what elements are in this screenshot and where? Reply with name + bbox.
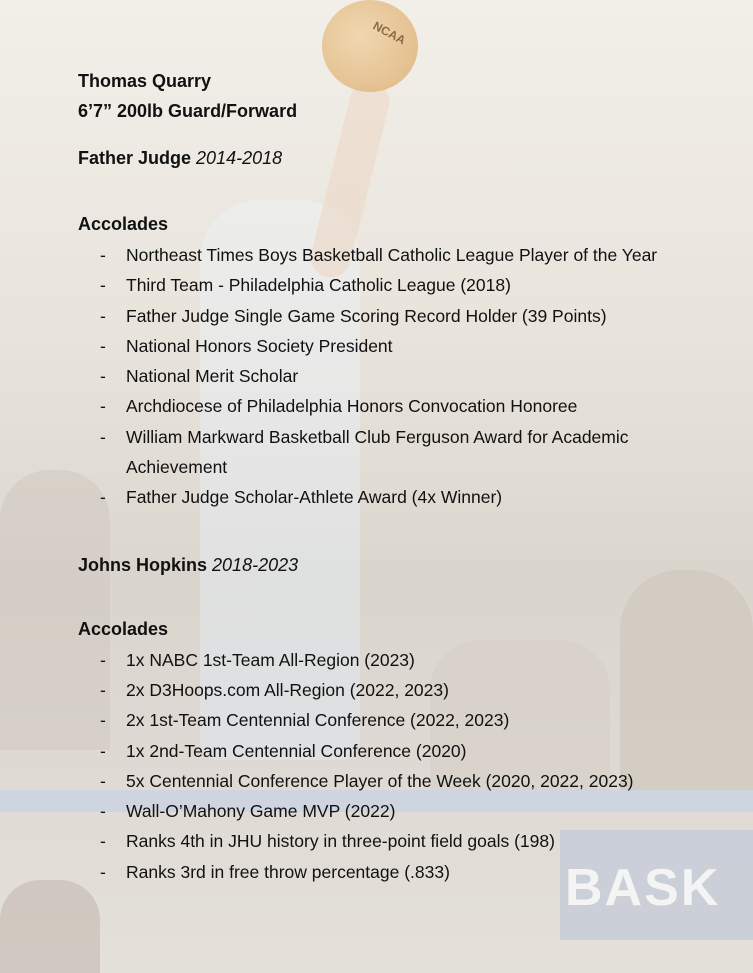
player-name: Thomas Quarry	[78, 71, 212, 91]
bullet-dash: -	[100, 801, 106, 822]
accolades-list	[78, 240, 718, 513]
list-item	[78, 705, 718, 735]
bullet-dash: -	[100, 831, 106, 852]
list-item	[78, 270, 718, 300]
accolade-text: 2x D3Hoops.com All-Region (2022, 2023)	[126, 679, 449, 700]
accolade-text: National Merit Scholar	[126, 366, 299, 387]
accolade-text: Northeast Times Boys Basketball Catholic League Player of the Year	[126, 245, 658, 265]
accolade-text: 2x 1st-Team Centennial Conference (2022, 2023)	[126, 710, 510, 731]
list-item	[78, 826, 718, 856]
accolade-text: Father Judge Scholar-Athlete Award (4x Winner)	[126, 487, 503, 508]
bullet-dash: -	[100, 245, 106, 265]
list-item	[78, 240, 718, 270]
list-item	[78, 301, 718, 331]
school-years: 2018-2023	[212, 554, 299, 575]
list-item	[78, 736, 718, 766]
opponent-jersey	[0, 880, 100, 973]
list-item	[78, 675, 718, 705]
school-heading	[78, 146, 718, 170]
banner-text: BASK	[565, 859, 721, 917]
accolade-text: Ranks 4th in JHU history in three-point field goals (198)	[126, 831, 555, 852]
accolade-text: William Markward Basketball Club Ferguson Award for Academic Achievement	[126, 426, 629, 478]
list-item	[78, 391, 718, 421]
bullet-dash: -	[100, 396, 106, 417]
accolades-heading: Accolades	[78, 214, 169, 234]
bullet-dash: -	[100, 861, 106, 882]
accolade-text: Wall-O’Mahony Game MVP (2022)	[126, 801, 396, 822]
bullet-dash: -	[100, 275, 106, 296]
school-years: 2014-2018	[196, 148, 283, 168]
accolade-text: National Honors Society President	[126, 335, 393, 356]
bullet-dash: -	[100, 710, 106, 731]
accolades-list	[78, 645, 718, 887]
bullet-dash: -	[100, 679, 106, 700]
accolade-text: Father Judge Single Game Scoring Record Holder (39 Points)	[126, 305, 607, 326]
list-item	[78, 766, 718, 796]
ball-logo-text: NCAA	[370, 18, 408, 48]
bullet-dash: -	[100, 335, 106, 356]
school-name: Johns Hopkins	[78, 554, 208, 575]
school-name: Father Judge	[78, 148, 192, 168]
list-item	[78, 331, 718, 361]
bullet-dash: -	[100, 366, 106, 387]
bullet-dash: -	[100, 487, 106, 508]
accolade-text: Archdiocese of Philadelphia Honors Convocation Honoree	[126, 396, 578, 417]
list-item	[78, 482, 718, 512]
accolade-text: Third Team - Philadelphia Catholic League (2018)	[126, 275, 511, 296]
accolades-heading: Accolades	[78, 618, 169, 639]
bullet-dash: -	[100, 426, 106, 447]
bullet-dash: -	[100, 740, 106, 761]
accolade-text: Ranks 3rd in free throw percentage (.833)	[126, 861, 450, 882]
accolade-text: 1x 2nd-Team Centennial Conference (2020)	[126, 740, 467, 761]
list-item	[78, 361, 718, 391]
list-item	[78, 422, 718, 483]
bullet-dash: -	[100, 649, 106, 670]
bullet-dash: -	[100, 770, 106, 791]
player-size: 6’7” 200lb Guard/Forward	[78, 101, 298, 121]
accolade-text: 1x NABC 1st-Team All-Region (2023)	[126, 649, 415, 670]
list-item	[78, 857, 718, 887]
list-item	[78, 796, 718, 826]
accolade-text: 5x Centennial Conference Player of the Week (2020, 2022, 2023)	[126, 770, 634, 791]
profile-document	[78, 66, 718, 887]
bullet-dash: -	[100, 305, 106, 326]
list-item	[78, 645, 718, 675]
school-heading	[78, 553, 718, 577]
